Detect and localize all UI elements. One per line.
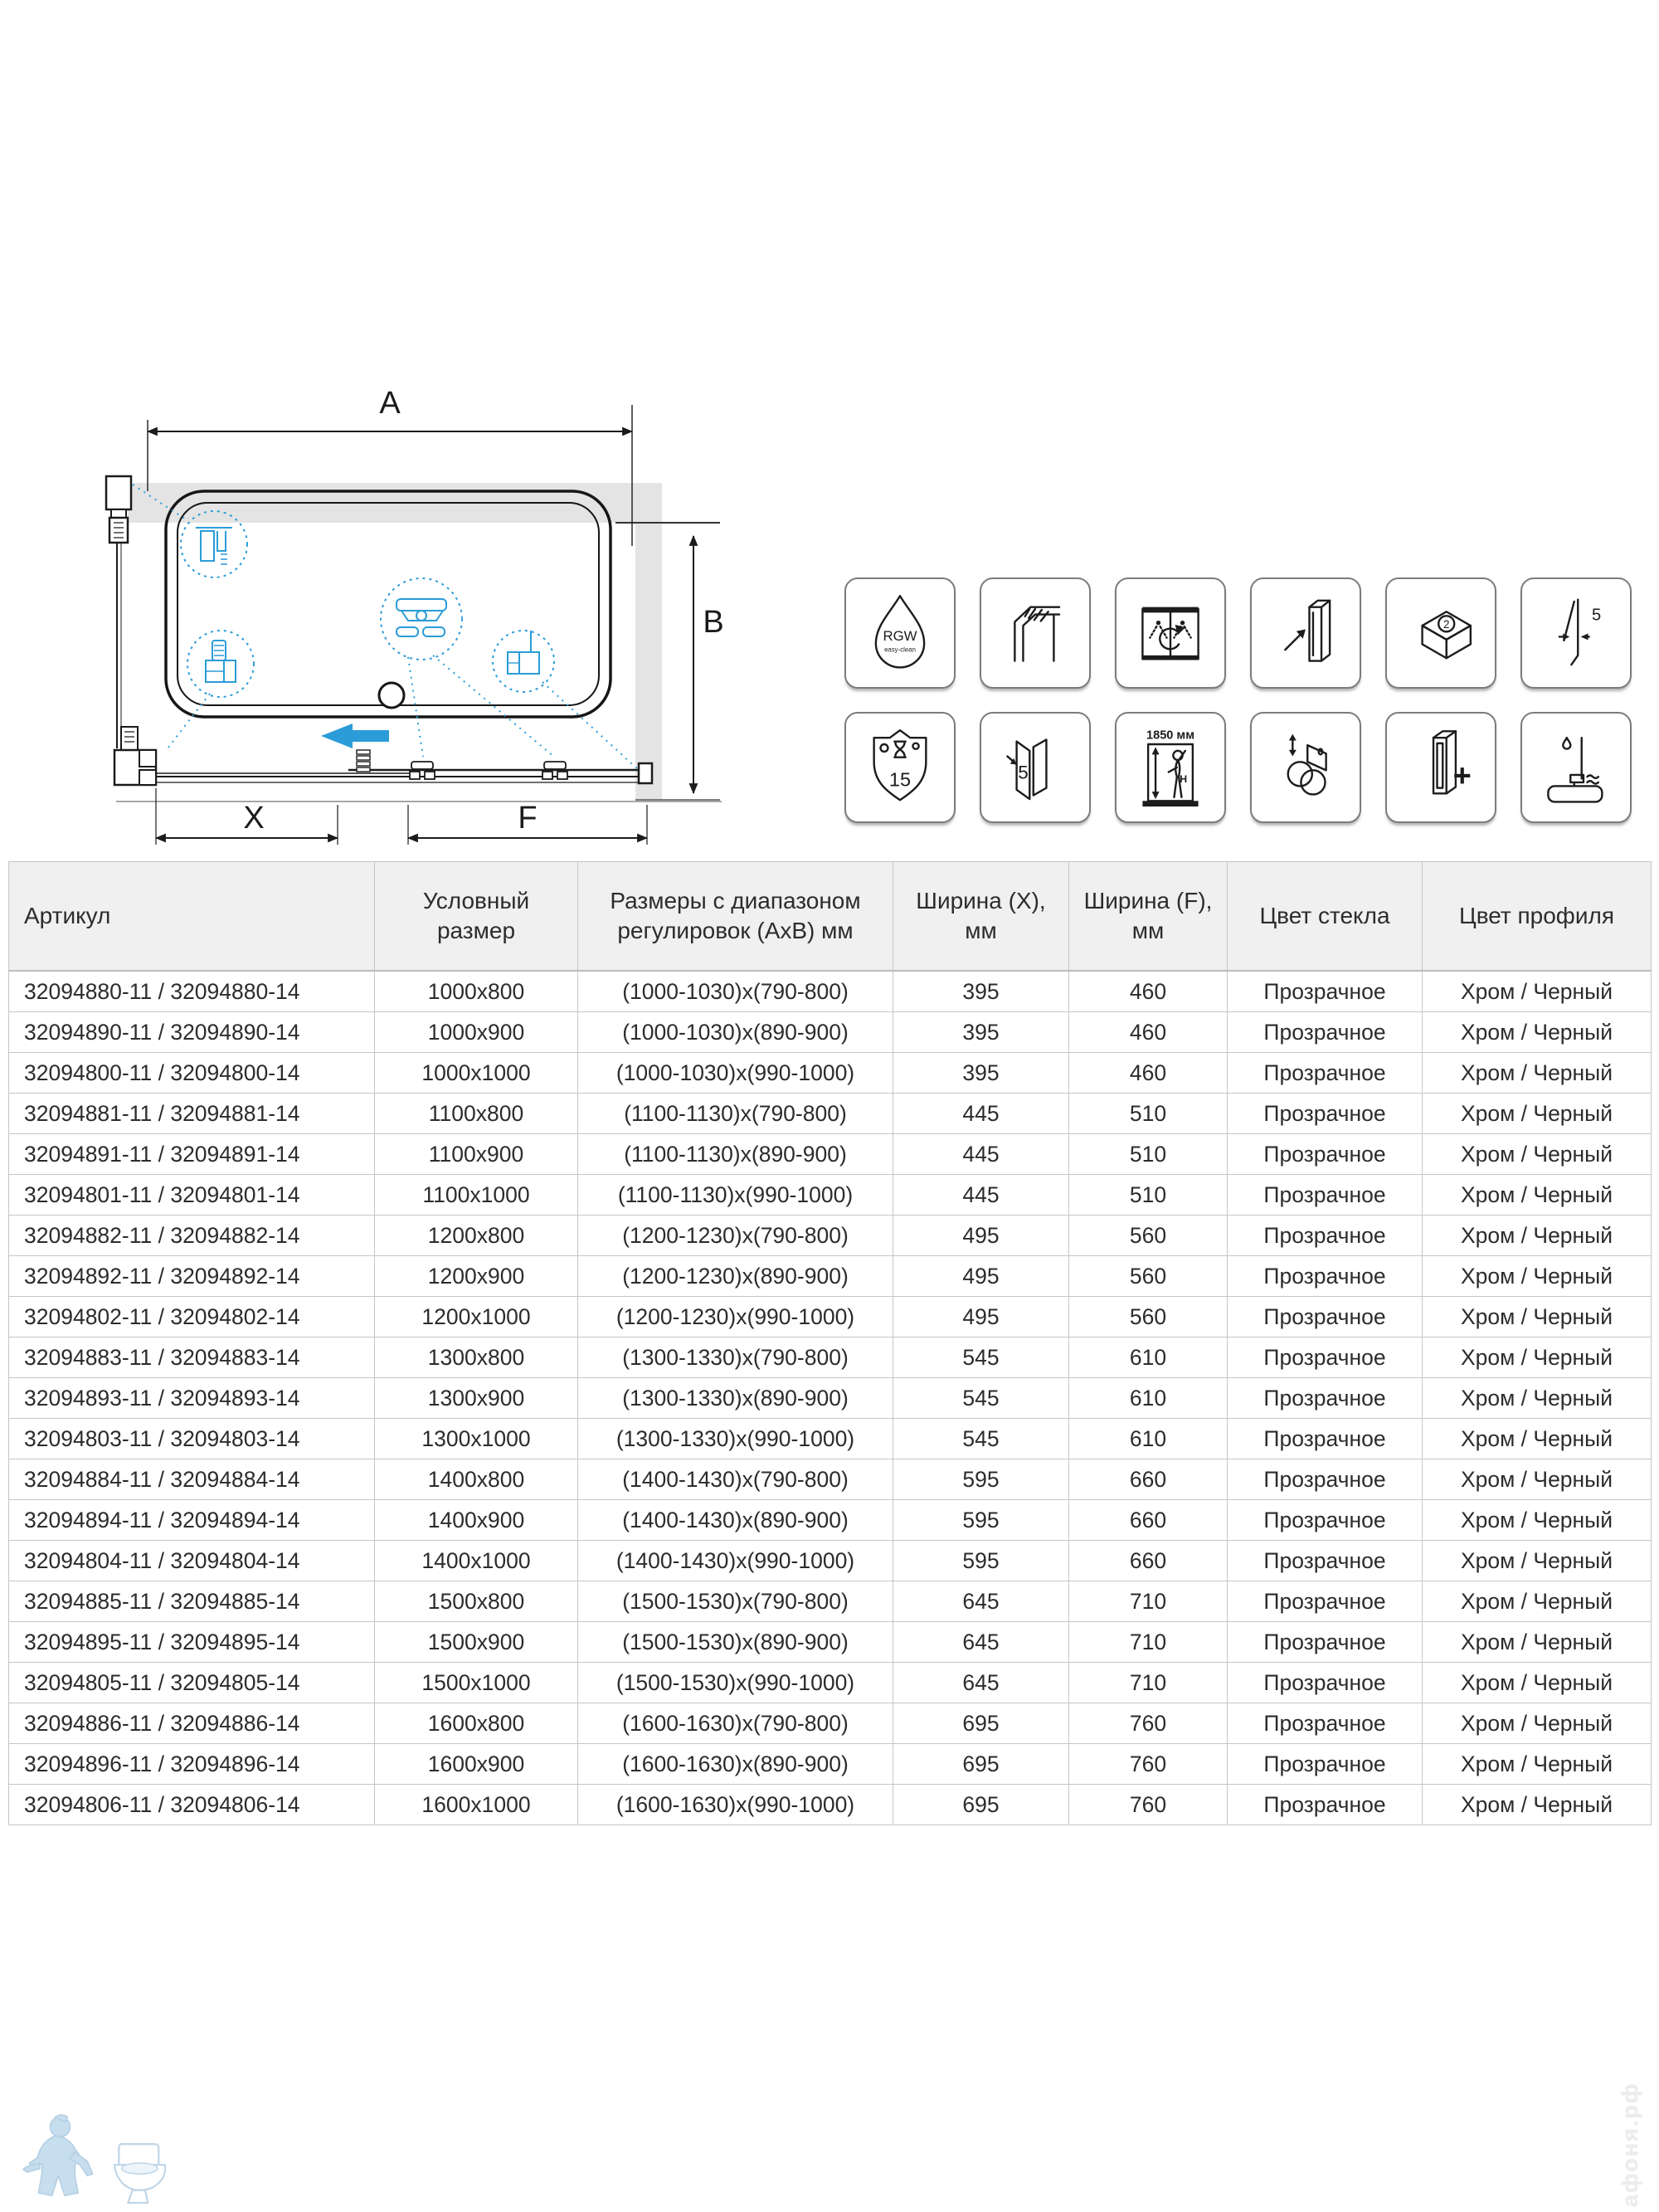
- table-cell: 1500x1000: [375, 1663, 578, 1703]
- table-cell: Прозрачное: [1228, 1134, 1423, 1175]
- table-row: [9, 1703, 1652, 1744]
- table-cell: Прозрачное: [1228, 1216, 1423, 1256]
- table-cell: 32094893-11 / 32094893-14: [9, 1378, 375, 1419]
- column-header-width-f: Ширина (F), мм: [1069, 862, 1228, 972]
- table-cell: 32094882-11 / 32094882-14: [9, 1216, 375, 1256]
- adjustment-profile-icon: [1250, 577, 1361, 689]
- spec-table-body: [9, 971, 1652, 1825]
- table-cell: 395: [893, 971, 1069, 1012]
- table-cell: Прозрачное: [1228, 1459, 1423, 1500]
- table-cell: (1200-1230)x(790-800): [578, 1216, 893, 1256]
- table-cell: Хром / Черный: [1423, 1500, 1652, 1541]
- table-cell: 32094803-11 / 32094803-14: [9, 1419, 375, 1459]
- header-row: [9, 862, 1652, 972]
- table-cell: 610: [1069, 1419, 1228, 1459]
- table-cell: (1500-1530)x(990-1000): [578, 1663, 893, 1703]
- table-cell: Хром / Черный: [1423, 1703, 1652, 1744]
- table-cell: Хром / Черный: [1423, 1459, 1652, 1500]
- svg-text:15: 15: [888, 768, 912, 791]
- table-cell: Прозрачное: [1228, 1419, 1423, 1459]
- height-icon: [1115, 712, 1226, 823]
- table-cell: 32094880-11 / 32094880-14: [9, 971, 375, 1012]
- table-cell: 32094805-11 / 32094805-14: [9, 1663, 375, 1703]
- table-cell: 1200x900: [375, 1256, 578, 1297]
- table-cell: 545: [893, 1419, 1069, 1459]
- table-cell: 645: [893, 1581, 1069, 1622]
- table-cell: Прозрачное: [1228, 1500, 1423, 1541]
- table-cell: 32094894-11 / 32094894-14: [9, 1500, 375, 1541]
- table-cell: Хром / Черный: [1423, 1785, 1652, 1825]
- extension-profile-icon: [1385, 712, 1496, 823]
- table-cell: Прозрачное: [1228, 1297, 1423, 1337]
- table-cell: Хром / Черный: [1423, 1581, 1652, 1622]
- table-cell: 610: [1069, 1337, 1228, 1378]
- table-cell: (1300-1330)x(990-1000): [578, 1419, 893, 1459]
- table-cell: Хром / Черный: [1423, 1419, 1652, 1459]
- threshold-drain-icon: [1520, 712, 1632, 823]
- table-cell: 460: [1069, 1012, 1228, 1053]
- table-row: [9, 1175, 1652, 1216]
- table-cell: Прозрачное: [1228, 971, 1423, 1012]
- table-row: [9, 1134, 1652, 1175]
- table-row: [9, 1297, 1652, 1337]
- table-cell: 1300x1000: [375, 1419, 578, 1459]
- wall-right: [635, 523, 662, 800]
- table-cell: 760: [1069, 1785, 1228, 1825]
- table-cell: 710: [1069, 1581, 1228, 1622]
- glass-thickness-icon: [1520, 577, 1632, 689]
- table-cell: Прозрачное: [1228, 1785, 1423, 1825]
- feature-icons-grid: [844, 577, 1632, 823]
- table-cell: 395: [893, 1053, 1069, 1094]
- table-cell: Хром / Черный: [1423, 1094, 1652, 1134]
- table-row: [9, 1744, 1652, 1785]
- table-cell: 495: [893, 1297, 1069, 1337]
- table-cell: 760: [1069, 1703, 1228, 1744]
- column-header-range: Размеры с диапазоном регулировок (АхВ) мм: [578, 862, 893, 972]
- table-cell: (1200-1230)x(890-900): [578, 1256, 893, 1297]
- table-cell: 1300x900: [375, 1378, 578, 1419]
- table-cell: 395: [893, 1012, 1069, 1053]
- table-cell: 1400x1000: [375, 1541, 578, 1581]
- plumber-watermark: [15, 2109, 196, 2207]
- table-cell: 595: [893, 1500, 1069, 1541]
- table-cell: 560: [1069, 1297, 1228, 1337]
- packages-count-icon: [1385, 577, 1496, 689]
- table-cell: 32094895-11 / 32094895-14: [9, 1622, 375, 1663]
- table-cell: 1500x900: [375, 1622, 578, 1663]
- table-cell: (1300-1330)x(790-800): [578, 1337, 893, 1378]
- svg-text:easy-clean: easy-clean: [884, 646, 916, 654]
- table-cell: Хром / Черный: [1423, 1053, 1652, 1094]
- table-cell: (1200-1230)x(990-1000): [578, 1297, 893, 1337]
- table-cell: 760: [1069, 1744, 1228, 1785]
- table-cell: (1100-1130)x(990-1000): [578, 1175, 893, 1216]
- table-row: [9, 1541, 1652, 1581]
- table-cell: 32094800-11 / 32094800-14: [9, 1053, 375, 1094]
- table-cell: (1600-1630)x(890-900): [578, 1744, 893, 1785]
- svg-text:5: 5: [1592, 606, 1602, 625]
- table-cell: 1100x800: [375, 1094, 578, 1134]
- table-cell: 495: [893, 1256, 1069, 1297]
- table-cell: Хром / Черный: [1423, 971, 1652, 1012]
- table-cell: 610: [1069, 1378, 1228, 1419]
- table-cell: (1300-1330)x(890-900): [578, 1378, 893, 1419]
- table-cell: 545: [893, 1378, 1069, 1419]
- table-cell: Прозрачное: [1228, 1175, 1423, 1216]
- table-cell: (1100-1130)x(890-900): [578, 1134, 893, 1175]
- table-cell: Прозрачное: [1228, 1012, 1423, 1053]
- table-cell: 695: [893, 1744, 1069, 1785]
- table-cell: (1000-1030)x(890-900): [578, 1012, 893, 1053]
- table-cell: 32094892-11 / 32094892-14: [9, 1256, 375, 1297]
- table-cell: 645: [893, 1663, 1069, 1703]
- table-cell: Хром / Черный: [1423, 1175, 1652, 1216]
- table-row: [9, 971, 1652, 1012]
- table-cell: 510: [1069, 1094, 1228, 1134]
- table-cell: 1200x800: [375, 1216, 578, 1256]
- svg-text:1850 мм: 1850 мм: [1146, 728, 1194, 743]
- table-cell: (1400-1430)x(790-800): [578, 1459, 893, 1500]
- table-cell: 710: [1069, 1622, 1228, 1663]
- installation-diagram: [100, 373, 821, 855]
- table-cell: 660: [1069, 1500, 1228, 1541]
- table-cell: Хром / Черный: [1423, 1337, 1652, 1378]
- table-row: [9, 1256, 1652, 1297]
- shop-watermark: афоня.рф: [1618, 2082, 1642, 2207]
- table-cell: 32094890-11 / 32094890-14: [9, 1012, 375, 1053]
- table-cell: 460: [1069, 971, 1228, 1012]
- table-row: [9, 1459, 1652, 1500]
- table-cell: 1000x1000: [375, 1053, 578, 1094]
- table-cell: 560: [1069, 1216, 1228, 1256]
- warranty-years-icon: [844, 712, 956, 823]
- svg-text:2: 2: [1443, 617, 1450, 631]
- table-cell: 1600x900: [375, 1744, 578, 1785]
- table-cell: Прозрачное: [1228, 1378, 1423, 1419]
- table-cell: 595: [893, 1541, 1069, 1581]
- table-cell: 1600x1000: [375, 1785, 578, 1825]
- column-header-width-x: Ширина (X), мм: [893, 862, 1069, 972]
- table-cell: (1000-1030)x(790-800): [578, 971, 893, 1012]
- table-cell: (1500-1530)x(790-800): [578, 1581, 893, 1622]
- table-cell: (1400-1430)x(990-1000): [578, 1541, 893, 1581]
- dim-a-label: A: [379, 386, 401, 421]
- wall-profile-left: [106, 476, 131, 748]
- table-cell: Прозрачное: [1228, 1541, 1423, 1581]
- svg-text:RGW: RGW: [883, 627, 917, 644]
- table-cell: 32094886-11 / 32094886-14: [9, 1703, 375, 1744]
- table-cell: Хром / Черный: [1423, 1134, 1652, 1175]
- table-cell: Хром / Черный: [1423, 1622, 1652, 1663]
- table-cell: 32094884-11 / 32094884-14: [9, 1459, 375, 1500]
- table-cell: 32094891-11 / 32094891-14: [9, 1134, 375, 1175]
- spec-table: [8, 861, 1652, 1825]
- table-cell: Хром / Черный: [1423, 1216, 1652, 1256]
- frame-profile-icon: [980, 577, 1091, 689]
- table-cell: 1100x900: [375, 1134, 578, 1175]
- table-cell: 495: [893, 1216, 1069, 1256]
- table-cell: 545: [893, 1337, 1069, 1378]
- table-cell: 1300x800: [375, 1337, 578, 1378]
- column-header-artikul: Артикул: [9, 862, 375, 972]
- table-cell: 32094804-11 / 32094804-14: [9, 1541, 375, 1581]
- table-cell: Хром / Черный: [1423, 1663, 1652, 1703]
- table-cell: (1600-1630)x(790-800): [578, 1703, 893, 1744]
- table-cell: 595: [893, 1459, 1069, 1500]
- table-cell: (1500-1530)x(890-900): [578, 1622, 893, 1663]
- table-cell: (1000-1030)x(990-1000): [578, 1053, 893, 1094]
- table-cell: 1100x1000: [375, 1175, 578, 1216]
- table-cell: 1400x800: [375, 1459, 578, 1500]
- column-header-size: Условный размер: [375, 862, 578, 972]
- table-cell: 560: [1069, 1256, 1228, 1297]
- table-cell: 695: [893, 1785, 1069, 1825]
- table-cell: Прозрачное: [1228, 1094, 1423, 1134]
- easy-clean-icon: [844, 577, 956, 689]
- table-cell: 32094885-11 / 32094885-14: [9, 1581, 375, 1622]
- table-row: [9, 1581, 1652, 1622]
- table-cell: Хром / Черный: [1423, 1256, 1652, 1297]
- table-cell: 1500x800: [375, 1581, 578, 1622]
- table-row: [9, 1378, 1652, 1419]
- table-cell: 1200x1000: [375, 1297, 578, 1337]
- drain: [379, 683, 404, 708]
- glass-5mm-door-icon: [980, 712, 1091, 823]
- table-row: [9, 1094, 1652, 1134]
- table-cell: 460: [1069, 1053, 1228, 1094]
- table-row: [9, 1663, 1652, 1703]
- table-cell: 660: [1069, 1459, 1228, 1500]
- table-cell: 32094801-11 / 32094801-14: [9, 1175, 375, 1216]
- table-cell: Прозрачное: [1228, 1256, 1423, 1297]
- table-cell: 445: [893, 1134, 1069, 1175]
- table-cell: 645: [893, 1622, 1069, 1663]
- table-cell: Хром / Черный: [1423, 1297, 1652, 1337]
- table-row: [9, 1785, 1652, 1825]
- table-cell: 510: [1069, 1175, 1228, 1216]
- table-row: [9, 1053, 1652, 1094]
- dim-x-label: X: [243, 801, 265, 836]
- table-row: [9, 1500, 1652, 1541]
- table-cell: 510: [1069, 1134, 1228, 1175]
- table-cell: 32094802-11 / 32094802-14: [9, 1297, 375, 1337]
- table-cell: 445: [893, 1094, 1069, 1134]
- table-cell: Прозрачное: [1228, 1744, 1423, 1785]
- svg-text:H: H: [1180, 772, 1188, 785]
- svg-text:5: 5: [1018, 762, 1029, 783]
- table-row: [9, 1337, 1652, 1378]
- column-header-glass: Цвет стекла: [1228, 862, 1423, 972]
- table-cell: 1000x900: [375, 1012, 578, 1053]
- table-cell: Хром / Черный: [1423, 1012, 1652, 1053]
- table-cell: 32094896-11 / 32094896-14: [9, 1744, 375, 1785]
- table-cell: Хром / Черный: [1423, 1744, 1652, 1785]
- table-cell: (1400-1430)x(890-900): [578, 1500, 893, 1541]
- table-cell: Прозрачное: [1228, 1663, 1423, 1703]
- table-cell: 32094881-11 / 32094881-14: [9, 1094, 375, 1134]
- table-cell: Прозрачное: [1228, 1622, 1423, 1663]
- table-cell: 695: [893, 1703, 1069, 1744]
- table-cell: Прозрачное: [1228, 1703, 1423, 1744]
- table-cell: 1000x800: [375, 971, 578, 1012]
- slide-direction-arrow: [321, 724, 389, 748]
- detail-callouts: [133, 485, 640, 772]
- table-cell: 660: [1069, 1541, 1228, 1581]
- column-header-profile: Цвет профиля: [1423, 862, 1652, 972]
- table-row: [9, 1622, 1652, 1663]
- table-cell: 32094806-11 / 32094806-14: [9, 1785, 375, 1825]
- rollers-adjust-icon: [1250, 712, 1361, 823]
- table-cell: Прозрачное: [1228, 1581, 1423, 1622]
- table-cell: (1600-1630)x(990-1000): [578, 1785, 893, 1825]
- table-cell: (1100-1130)x(790-800): [578, 1094, 893, 1134]
- table-cell: 445: [893, 1175, 1069, 1216]
- table-row: [9, 1216, 1652, 1256]
- table-cell: 1600x800: [375, 1703, 578, 1744]
- table-cell: Прозрачное: [1228, 1053, 1423, 1094]
- table-cell: 32094883-11 / 32094883-14: [9, 1337, 375, 1378]
- table-cell: Хром / Черный: [1423, 1378, 1652, 1419]
- table-cell: 710: [1069, 1663, 1228, 1703]
- table-row: [9, 1012, 1652, 1053]
- svg-text:+: +: [1452, 758, 1472, 794]
- table-row: [9, 1419, 1652, 1459]
- table-cell: Прозрачное: [1228, 1337, 1423, 1378]
- reversible-installation-icon: [1115, 577, 1226, 689]
- dim-b-label: B: [703, 605, 724, 640]
- table-cell: Хром / Черный: [1423, 1541, 1652, 1581]
- dim-f-label: F: [518, 801, 538, 836]
- table-cell: 1400x900: [375, 1500, 578, 1541]
